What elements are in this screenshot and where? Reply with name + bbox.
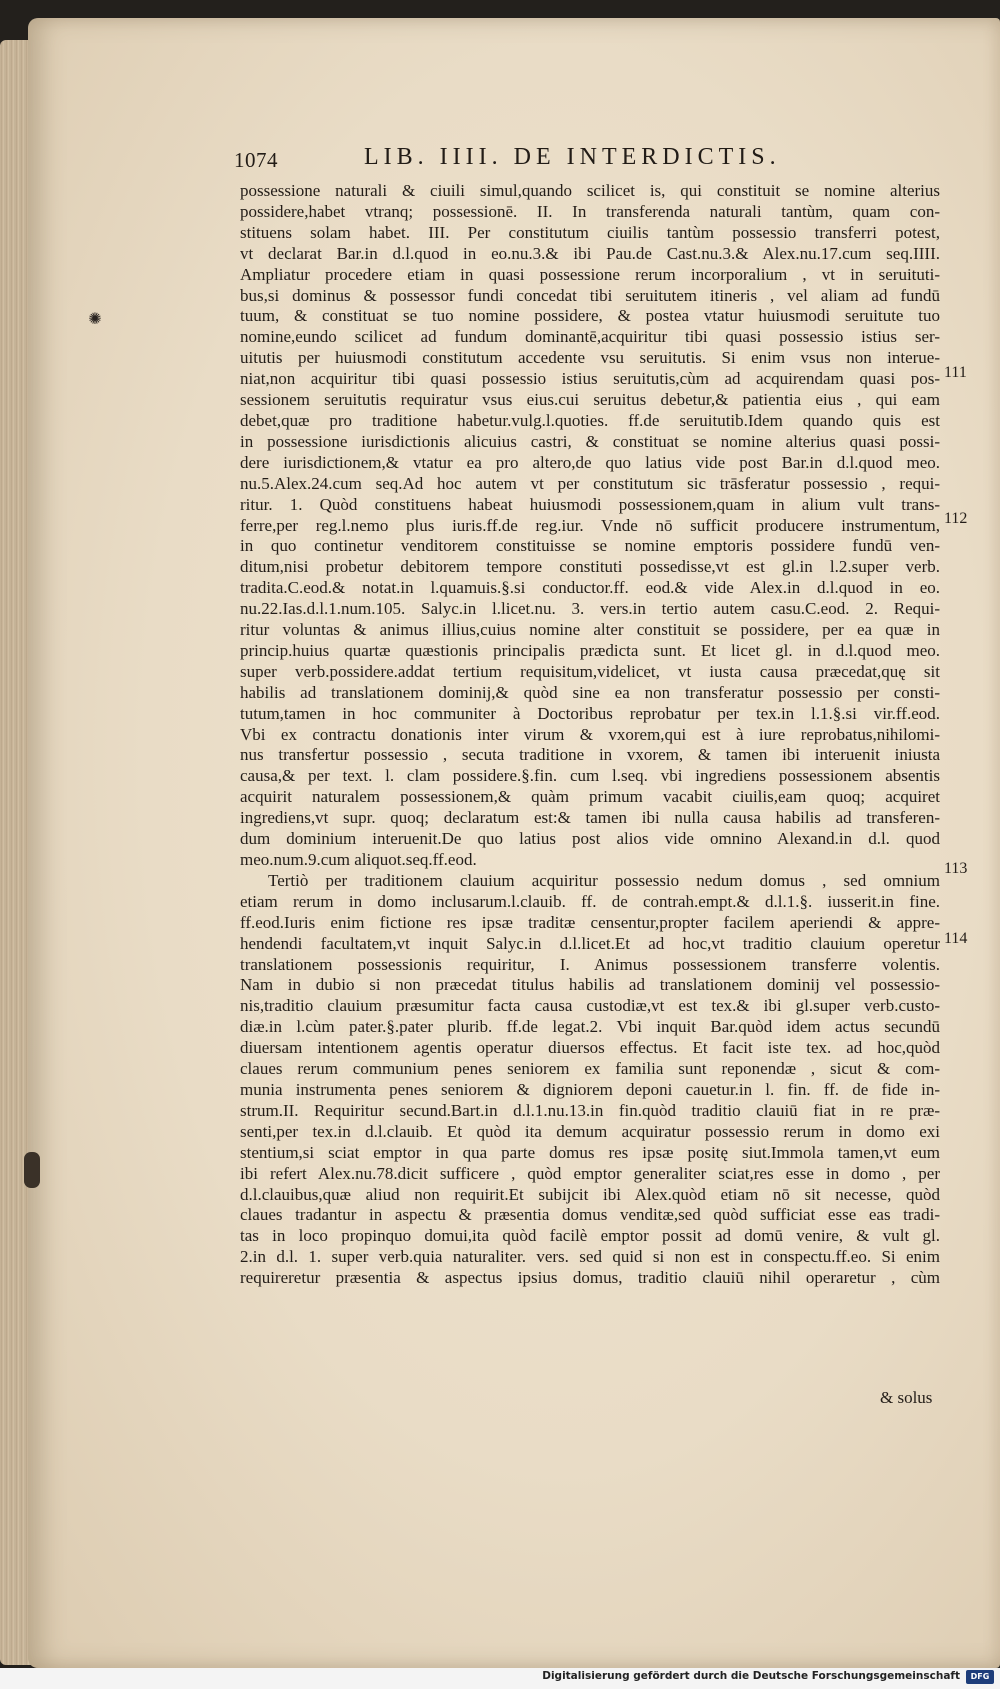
text-line: diæ.in l.cùm pater.§.pater plurib. ff.de legat.2. Vbi inquit Bar.quòd idem actus secundū <box>240 1017 940 1037</box>
text-line: stituens solam habet. III. Per constitutum ciuilis tantùm possessio transferri potest, <box>240 222 940 242</box>
text-line: claues rerum communium penes seniorem ex familia sunt reponendæ , sicut & com- <box>240 1059 940 1079</box>
text-line: senti,per tex.in d.l.clauib. Et quòd ita demum acquiratur possessio rerum in domo exi <box>240 1121 940 1141</box>
text-line: princip.huius quartæ quæstionis principalis prædicta sunt. Et licet gl. in d.l.quod meo. <box>240 640 940 660</box>
binding-mark <box>24 1152 40 1188</box>
text-line: hendendi facultatem,vt inquit Salyc.in d.l.licet.Et ad hoc,vt traditio clauium operetur <box>240 933 940 953</box>
text-line: debet,quæ pro traditione habetur.vulg.l.quoties. ff.de seruitutib.Idem quando quis est <box>240 410 940 430</box>
text-line: acquirit naturalem possessionem,& quàm primum vacabit ciuilis,eam quoq; acquiret <box>240 787 940 807</box>
text-line: d.l.clauibus,quæ aliud non requirit.Et subijcit ibi Alex.quòd etiam nō sit necesse, quòd <box>240 1184 940 1204</box>
text-line: ibi refert Alex.nu.78.dicit sufficere , quòd emptor generaliter sciat,res esse in domo , per <box>240 1163 940 1183</box>
text-line: ferre,per reg.l.nemo plus iuris.ff.de reg.iur. Vnde nō sufficit producere instrumentum, <box>240 515 940 535</box>
footer-credit: Digitalisierung gefördert durch die Deutsche Forschungsgemeinschaft <box>542 1670 960 1682</box>
text-line: ff.eod.Iuris enim fictione res ipsæ traditæ censentur,propter facilem aperiendi & appre- <box>240 912 940 932</box>
text-line: uitutis per huiusmodi constitutum accedente vsu seruitutis. Si enim vsus non interue- <box>240 348 940 368</box>
text-line: requireretur præsentia & aspectus ipsius domus, traditio clauiū nihil operaretur , cùm <box>240 1268 940 1288</box>
text-line: niat,non acquiritur tibi quasi possessio istius seruitutis,cùm ad acquirendam quasi pos- <box>240 369 940 389</box>
text-line: claues tradantur in aspectu & præsentia domus venditæ,sed quòd sufficiat esse eas tradi- <box>240 1205 940 1225</box>
text-line: etiam rerum in domo inclusarum.l.clauib. ff. de contrah.empt.& d.l.1.§. iusserit.in fine. <box>240 891 940 911</box>
text-line: vt declarat Bar.in d.l.quod in eo.nu.3.& ibi Pau.de Cast.nu.3.& Alex.nu.17.cum seq.IIII. <box>240 243 940 263</box>
text-line: dere iurisdictionem,& vtatur ea pro altero,de quo latius vide post Bar.in d.l.quod meo. <box>240 452 940 472</box>
page-number: 1074 <box>234 148 278 172</box>
text-line: ritur. 1. Quòd constituens habeat huiusmodi possessionem,quam in alium vult trans- <box>240 494 940 514</box>
text-line: causa,& per text. l. clam possidere.§.fin. cum l.seq. vbi ingrediens possessionem absentis <box>240 766 940 786</box>
text-line: Nam in dubio si non præcedat titulus habilis ad translationem dominij vel possessio- <box>240 975 940 995</box>
text-line: Tertiò per traditionem clauium acquiritur possessio nedum domus , sed omnium <box>268 870 940 890</box>
text-line: strum.II. Requiritur secund.Bart.in d.l.1.nu.13.in fin.quòd traditio clauiū fiat in re præ- <box>240 1100 940 1120</box>
text-line: in quo continetur venditorem constituisse se nomine emptoris possidere fundū ven- <box>240 536 940 556</box>
dfg-logo-icon: DFG <box>966 1670 994 1684</box>
text-line: ditum,nisi probetur debitorem tempore constituti possedisse,vt est gl.in l.2.super verb. <box>240 557 940 577</box>
text-line: nu.22.Ias.d.l.1.num.105. Salyc.in l.licet.nu. 3. vers.in tertio autem casu.C.eod. 2. Requi- <box>240 599 940 619</box>
text-line: ingrediens,vt supr. quoq; declaratum est:& tamen ibi nulla causa habilis ad transferen- <box>240 808 940 828</box>
text-line: tradita.C.eod.& notat.in l.quamuis.§.si conductor.ff. eod.& vide Alex.in d.l.quod in eo. <box>240 578 940 598</box>
margin-number: 114 <box>944 930 968 947</box>
margin-number: 112 <box>944 510 968 527</box>
ink-blot-icon: ✺ <box>88 311 102 328</box>
running-head <box>234 144 834 180</box>
text-line: tuum, & constituat se tuo nomine possidere, & postea vtatur huiusmodi seruitute tuo <box>240 306 940 326</box>
text-line: 2.in d.l. 1. super verb.quia naturaliter. vers. sed quid si non est in conspectu.ff.eo. Si enim <box>240 1247 940 1267</box>
text-line: bus,si dominus & possessor fundi concedat tibi seruitutem itineris , vel aliam ad fundū <box>240 285 940 305</box>
text-line: translationem possessionis requiritur, I. Animus possessionem transferre volentis. <box>240 954 940 974</box>
text-line: Vbi ex contractu donationis inter virum & vxorem,qui est à iure reprobatus,nihilomi- <box>240 724 940 744</box>
margin-number: 111 <box>944 364 967 381</box>
text-line: nu.5.Alex.24.cum seq.Ad hoc autem vt per constitutum sic trāsferatur possessio , requi- <box>240 473 940 493</box>
margin-number: 113 <box>944 860 968 877</box>
text-line: nus transfertur possessio , secuta traditione in vxorem, & tamen ibi interuenit iniusta <box>240 745 940 765</box>
text-line: possessione naturali & ciuili simul,quando scilicet is, qui constituit se nomine alterius <box>240 181 940 200</box>
text-line: munia instrumenta penes seniorem & digniorem deponi cauetur.in l. fin. ff. de fide in- <box>240 1079 940 1099</box>
catchword: & solus <box>880 1388 933 1407</box>
text-line: tutum,tamen in hoc communiter à Doctoribus reprobatur per tex.in l.1.§.si vir.ff.eod. <box>240 703 940 723</box>
running-title: LIB. IIII. DE INTERDICTIS. <box>364 144 781 170</box>
text-line: stentium,si sciat emptor in qua parte domus res ipsæ positę siut.Immola tamen,vt eum <box>240 1142 940 1162</box>
text-line: super verb.possidere.addat tertium requisitum,videlicet, vt iusta causa præcedat,quę sit <box>240 661 940 681</box>
text-line: ritur voluntas & animus illius,cuius nomine alter constituit se possidere, per ea quæ in <box>240 620 940 640</box>
text-line: nomine,eundo scilicet ad fundum dominantē,acquiritur tibi quasi possessio istius ser- <box>240 327 940 347</box>
text-line: nis,traditio clauium præsumitur facta causa custodiæ,vt est tex.& ibi gl.super verb.custo- <box>240 996 940 1016</box>
text-line: in possessione iurisdictionis alicuius castri, & constituat se nomine alterius quasi possi- <box>240 431 940 451</box>
text-line: dum dominium interuenit.De quo latius post alios vide omnino Alexand.in d.l. quod <box>240 829 940 849</box>
digitization-footer <box>0 1668 1000 1689</box>
text-line: diuersam intentionem agentis operatur diuersos effectus. Et facit iste tex. ad hoc,quòd <box>240 1038 940 1058</box>
text-line: habilis ad translationem dominij,& quòd sine ea non transferatur possessio per consti- <box>240 682 940 702</box>
body-text <box>240 181 940 1289</box>
text-line: Ampliatur procedere etiam in quasi possessione rerum incorporalium , vt in seruituti- <box>240 264 940 284</box>
text-line: meo.num.9.cum aliquot.seq.ff.eod. <box>240 850 477 869</box>
text-line: possidere,habet vtranq; possessionē. II. In transferenda naturali tantùm, quam con- <box>240 201 940 221</box>
text-line: tas in loco propinquo domui,ita quòd facilè emptor possit ad domū venire, & vult gl. <box>240 1226 940 1246</box>
text-line: sessionem seruitutis requiratur vsus eius.cui seruitus debetur,& patientia eius , qui eam <box>240 390 940 410</box>
